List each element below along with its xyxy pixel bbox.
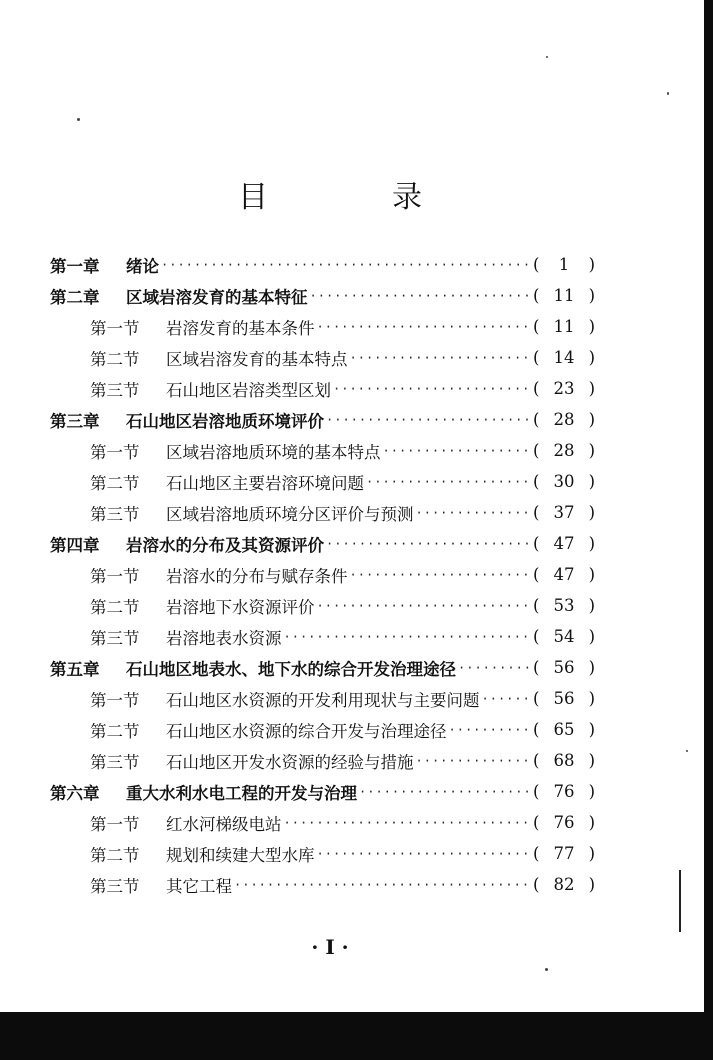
toc-entry-label: 第三节 [90,876,140,896]
toc-entry-title: 石山地区岩溶地质环境评价 [126,411,324,431]
toc-entry-label: 第五章 [50,659,100,679]
scan-border-bottom [0,1012,713,1060]
scan-speck [77,118,80,121]
toc-page-number: 23 [553,379,575,398]
toc-leader-dots [449,723,532,737]
paren-close: ) [588,534,595,553]
toc-page-number: 56 [553,689,575,708]
paren-open: ( [533,689,540,708]
paren-open: ( [533,503,540,522]
toc-section-row [50,683,595,714]
toc-entry-label: 第二章 [50,287,100,307]
toc-page-ref [533,410,595,429]
toc-leader-dots [366,475,531,489]
toc-leader-dots [383,444,532,458]
paren-close: ) [588,441,595,460]
toc-entry-title: 岩溶水的分布及其资源评价 [126,535,324,555]
toc-page-ref [533,720,595,739]
toc-leader-dots [284,816,532,830]
paren-close: ) [588,410,595,429]
toc-section-row [50,373,595,404]
paren-open: ( [533,844,540,863]
toc-page-number: 37 [553,503,575,522]
toc-entry-title: 区域岩溶发育的基本特点 [166,349,348,369]
toc-page-number: 11 [553,317,575,336]
toc-page-number: 76 [553,782,575,801]
page-number: · I · [311,935,349,959]
paren-open: ( [533,255,540,274]
toc-chapter-row [50,652,595,683]
toc-entry-label: 第二节 [90,845,140,865]
scan-speck [667,92,669,95]
toc-page-ref [533,534,595,553]
paren-open: ( [533,627,540,646]
toc-page-ref [533,596,595,615]
paren-close: ) [588,565,595,584]
toc-page-number: 28 [553,441,575,460]
paren-close: ) [588,286,595,305]
toc-entry-title: 红水河梯级电站 [166,814,282,834]
toc-page-number: 65 [553,720,575,739]
toc-page-ref [533,503,595,522]
toc-page-ref [533,317,595,336]
toc-page-ref [533,379,595,398]
paren-close: ) [588,255,595,274]
toc-page-number: 53 [553,596,575,615]
toc-entry-title: 石山地区主要岩溶环境问题 [166,473,364,493]
toc-leader-dots [482,692,532,706]
toc-leader-dots [416,754,532,768]
toc-page-number: 54 [553,627,575,646]
title-char: 目 [238,180,268,216]
toc-leader-dots [284,630,532,644]
toc-page-ref [533,751,595,770]
toc-page-number: 56 [553,658,575,677]
toc-entry-title: 绪论 [126,256,159,276]
toc-page-ref [533,565,595,584]
toc-page-number: 47 [553,534,575,553]
toc-entry-title: 重大水利水电工程的开发与治理 [126,783,357,803]
toc-entry-label: 第一章 [50,256,100,276]
toc-entry-label: 第一节 [90,814,140,834]
toc-section-row [50,621,595,652]
toc-section-row [50,466,595,497]
paren-close: ) [588,379,595,398]
paren-close: ) [588,658,595,677]
toc-chapter-row [50,776,595,807]
toc-page-ref [533,472,595,491]
paren-open: ( [533,348,540,367]
toc-chapter-row [50,404,595,435]
paren-open: ( [533,658,540,677]
paren-close: ) [588,596,595,615]
toc-chapter-row [50,280,595,311]
toc-page-ref [533,875,595,894]
toc-chapter-row [50,528,595,559]
paren-close: ) [588,472,595,491]
toc-leader-dots [310,289,532,303]
toc-entry-label: 第二节 [90,721,140,741]
toc-entry-title: 岩溶发育的基本条件 [166,318,315,338]
toc-entry-label: 第六章 [50,783,100,803]
paren-close: ) [588,782,595,801]
toc-entry-label: 第一节 [90,566,140,586]
paren-open: ( [533,782,540,801]
toc-chapter-row [50,249,595,280]
paren-close: ) [588,844,595,863]
toc-page-number: 68 [553,751,575,770]
paren-open: ( [533,565,540,584]
paren-open: ( [533,286,540,305]
toc-page-ref [533,286,595,305]
toc-entry-label: 第二节 [90,349,140,369]
toc-entry-title: 岩溶地下水资源评价 [166,597,315,617]
toc-page-ref [533,348,595,367]
toc-entry-title: 石山地区开发水资源的经验与措施 [166,752,414,772]
toc-section-row [50,869,595,900]
toc-leader-dots [161,258,531,272]
toc-entry-title: 石山地区水资源的综合开发与治理途径 [166,721,447,741]
paren-close: ) [588,689,595,708]
toc-page-ref [533,813,595,832]
toc-entry-label: 第三节 [90,380,140,400]
paren-open: ( [533,813,540,832]
toc-leader-dots [350,351,532,365]
scan-border-right [704,0,713,1012]
paren-open: ( [533,720,540,739]
toc-entry-label: 第一节 [90,442,140,462]
toc-leader-dots [317,599,532,613]
toc-entry-title: 石山地区地表水、地下水的综合开发治理途径 [126,659,456,679]
toc-leader-dots [317,847,532,861]
toc-entry-label: 第一节 [90,318,140,338]
paren-close: ) [588,751,595,770]
toc-section-row [50,497,595,528]
scan-speck [545,968,548,971]
toc-section-row [50,714,595,745]
toc-leader-dots [317,320,532,334]
toc-section-row [50,559,595,590]
toc-page-ref [533,255,595,274]
paren-open: ( [533,441,540,460]
toc-page-ref [533,689,595,708]
toc-entry-title: 岩溶地表水资源 [166,628,282,648]
toc-entry-title: 规划和续建大型水库 [166,845,315,865]
paren-open: ( [533,751,540,770]
paren-open: ( [533,410,540,429]
paren-open: ( [533,379,540,398]
toc-section-row [50,342,595,373]
toc-entry-label: 第三节 [90,504,140,524]
paren-close: ) [588,503,595,522]
toc-page-ref [533,627,595,646]
toc-entry-label: 第三节 [90,752,140,772]
toc-entry-label: 第二节 [90,473,140,493]
paren-close: ) [588,317,595,336]
toc-entry-title: 区域岩溶发育的基本特征 [126,287,308,307]
paren-open: ( [533,875,540,894]
scan-speck [686,750,688,752]
toc-page-number: 76 [553,813,575,832]
paren-close: ) [588,813,595,832]
toc-entry-title: 石山地区水资源的开发利用现状与主要问题 [166,690,480,710]
toc-leader-dots [333,382,531,396]
toc-entry-label: 第二节 [90,597,140,617]
toc-page-number: 82 [553,875,575,894]
toc-leader-dots [416,506,532,520]
toc-leader-dots [234,878,531,892]
title-char: 录 [392,180,422,216]
toc-page-number: 30 [553,472,575,491]
toc-leader-dots [359,785,531,799]
toc-page-number: 77 [553,844,575,863]
toc-entry-title: 岩溶水的分布与赋存条件 [166,566,348,586]
paren-open: ( [533,534,540,553]
toc-section-row [50,807,595,838]
paren-close: ) [588,348,595,367]
toc-entry-label: 第四章 [50,535,100,555]
toc-list [50,249,595,900]
toc-leader-dots [326,537,531,551]
toc-section-row [50,745,595,776]
toc-page-ref [533,844,595,863]
toc-entry-title: 区域岩溶地质环境的基本特点 [166,442,381,462]
scan-margin-line [679,870,681,932]
toc-page-number: 11 [553,286,575,305]
toc-leader-dots [350,568,532,582]
paren-open: ( [533,317,540,336]
toc-entry-label: 第三章 [50,411,100,431]
toc-section-row [50,311,595,342]
toc-page-number: 14 [553,348,575,367]
toc-section-row [50,590,595,621]
toc-page-ref [533,782,595,801]
paren-open: ( [533,472,540,491]
toc-page-ref [533,658,595,677]
paren-close: ) [588,720,595,739]
toc-entry-title: 石山地区岩溶类型区划 [166,380,331,400]
toc-section-row [50,838,595,869]
paren-open: ( [533,596,540,615]
toc-page-number: 28 [553,410,575,429]
toc-page-number: 47 [553,565,575,584]
paren-close: ) [588,627,595,646]
toc-page-ref [533,441,595,460]
toc-entry-title: 其它工程 [166,876,232,896]
page-title [0,172,660,216]
toc-entry-label: 第三节 [90,628,140,648]
paren-close: ) [588,875,595,894]
scan-speck [546,56,548,58]
toc-page-number: 1 [558,255,570,274]
toc-section-row [50,435,595,466]
toc-entry-label: 第一节 [90,690,140,710]
toc-leader-dots [458,661,531,675]
toc-leader-dots [326,413,531,427]
toc-entry-title: 区域岩溶地质环境分区评价与预测 [166,504,414,524]
